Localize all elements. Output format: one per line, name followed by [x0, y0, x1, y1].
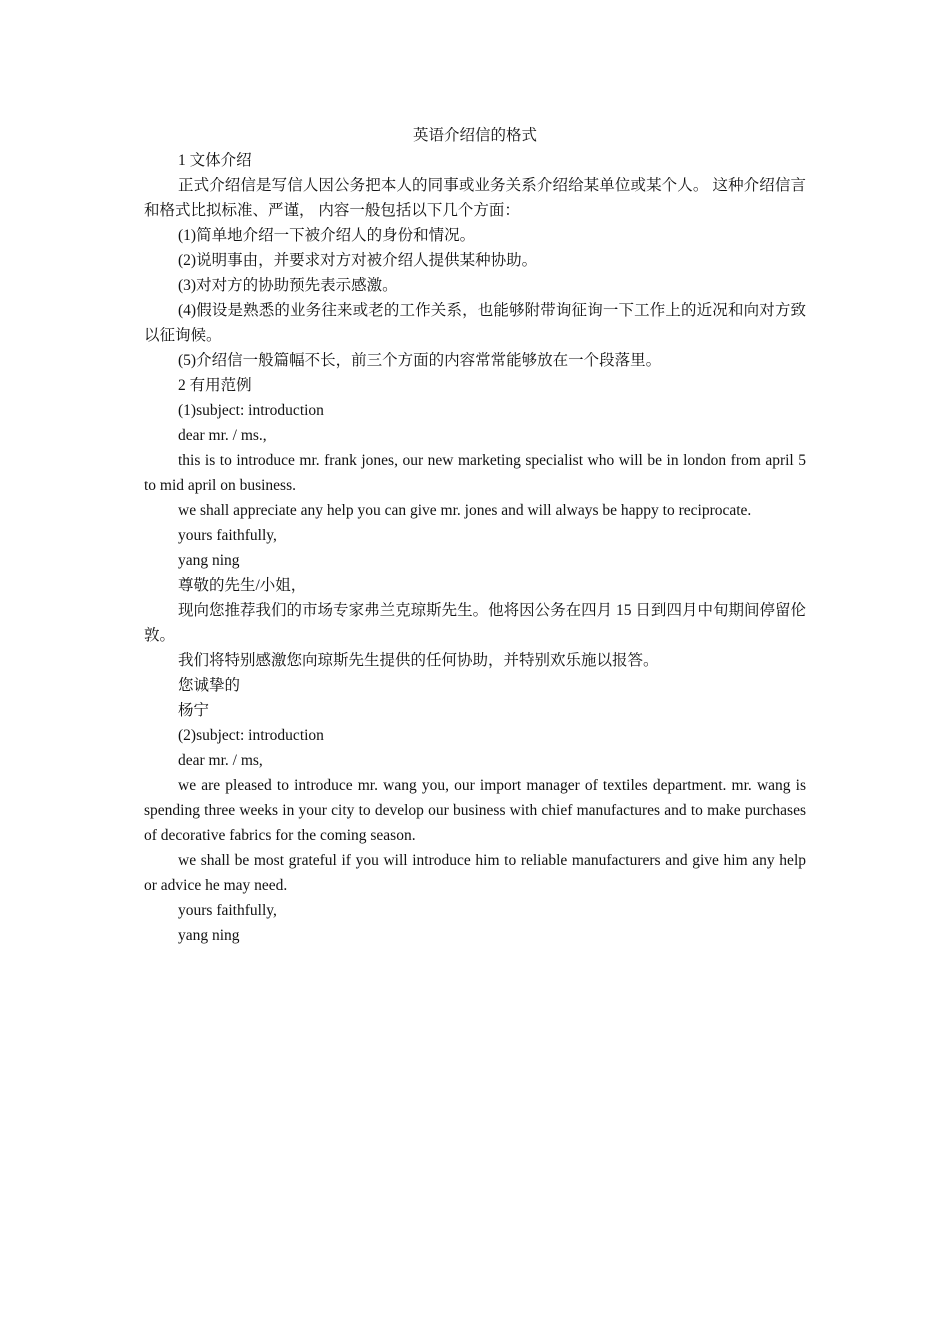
document-page [144, 123, 806, 948]
example-1-body-2: we shall appreciate any help you can give mr. jones and will always be happy to reciprocate. [178, 502, 752, 519]
list-item-1: (1)简单地介绍一下被介绍人的身份和情况。 [178, 227, 476, 244]
list-item-5: (5)介绍信一般篇幅不长，前三个方面的内容常常能够放在一个段落里。 [178, 352, 662, 369]
example-2-signature: yang ning [178, 927, 240, 944]
example-1-salutation: dear mr. / ms., [178, 427, 267, 444]
example-2-subject: (2)subject: introduction [178, 727, 324, 744]
example-2-salutation: dear mr. / ms, [178, 752, 263, 769]
example-1-closing: yours faithfully, [178, 527, 277, 544]
example-2-closing: yours faithfully, [178, 902, 277, 919]
example-1-cn-signature: 杨宁 [178, 702, 210, 719]
paragraph-intro: 正式介绍信是写信人因公务把本人的同事或业务关系介绍给某单位或某个人。 这种介绍信言和格式比拟标准、严谨， 内容一般包括以下几个方面： [144, 177, 806, 219]
list-item-2: (2)说明事由，并要求对方对被介绍人提供某种协助。 [178, 252, 538, 269]
section-heading-examples: 2 有用范例 [178, 377, 252, 394]
example-2-body-1: we are pleased to introduce mr. wang you, our import manager of textiles department. mr. wang is spending three weeks in your city to develop our business with chief manufactures and to make purchases of decorative fabrics for the coming season. [144, 777, 806, 844]
example-2-body-2: we shall be most grateful if you will introduce him to reliable manufacturers and give him any help or advice he may need. [144, 852, 806, 894]
section-heading-style: 1 文体介绍 [178, 152, 252, 169]
example-1-subject: (1)subject: introduction [178, 402, 324, 419]
example-1-signature: yang ning [178, 552, 240, 569]
example-1-body-1: this is to introduce mr. frank jones, our new marketing specialist who will be in london from april 5 to mid april on business. [144, 452, 806, 494]
list-item-4: (4)假设是熟悉的业务往来或老的工作关系，也能够附带询征询一下工作上的近况和向对方致以征询候。 [144, 302, 806, 344]
example-1-cn-body-2: 我们将特别感激您向琼斯先生提供的任何协助，并特别欢乐施以报答。 [178, 652, 659, 669]
list-item-3: (3)对对方的协助预先表示感激。 [178, 277, 398, 294]
example-1-cn-closing: 您诚挚的 [178, 677, 241, 694]
example-1-cn-body-1: 现向您推荐我们的市场专家弗兰克琼斯先生。他将因公务在四月 15 日到四月中旬期间停留伦敦。 [144, 602, 806, 644]
example-1-cn-salutation: 尊敬的先生/小姐， [178, 577, 307, 594]
document-title: 英语介绍信的格式 [412, 127, 537, 144]
